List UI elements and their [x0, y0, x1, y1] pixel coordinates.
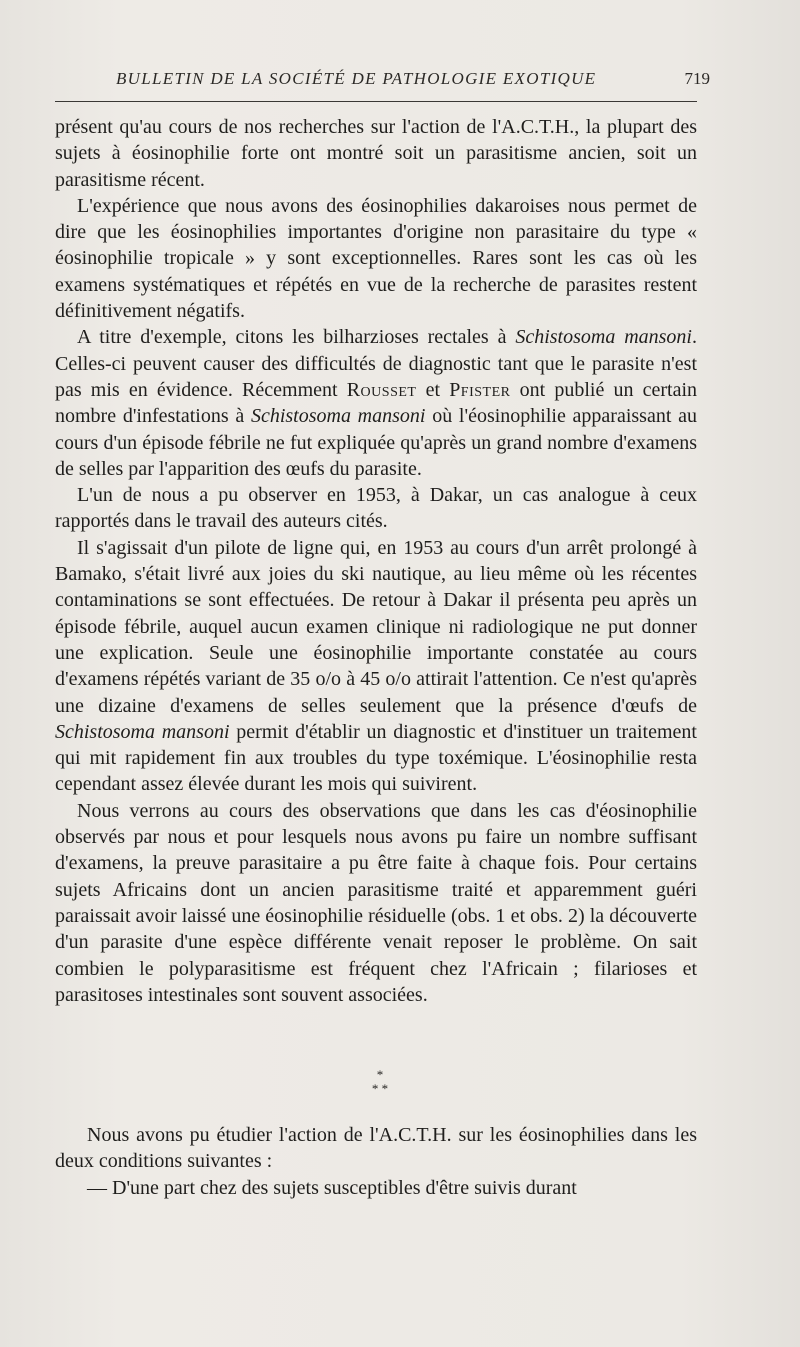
asterism-top: *	[376, 1067, 384, 1082]
author-name: Rousset	[346, 378, 417, 401]
species-name: Schistosoma mansoni	[55, 720, 230, 743]
paragraph-1: présent qu'au cours de nos recherches sur l'action de l'A.C.T.H., la plupart des sujets à éosinophilie forte ont montré soit un parasitisme ancien, soit un parasitisme récent.	[55, 116, 697, 191]
header-rule	[55, 101, 697, 102]
text-run: permit d'établir un diagnostic et d'instituer un traitement qui mit rapidement fin aux troubles du type toxémique. L'éosinophilie resta cependant assez élevée durant les mois qui suivirent.	[55, 720, 697, 796]
text-run: et	[416, 378, 450, 401]
section-two-text	[55, 1122, 697, 1201]
paragraph-6: Nous verrons au cours des observations que dans les cas d'éosinophilie observés par nous et pour lesquels nous avons pu faire un nombre suffisant d'examens, la preuve parasitaire a pu être faite à chaque fois. Pour certains sujets Africains dont un ancien parasitisme traité et apparemment guéri paraissait avoir laissé une éosinophilie résiduelle (obs. 1 et obs. 2) la découverte d'un parasite d'une espèce différente venait reposer le problème. On sait combien le polyparasitisme est fréquent chez l'Africain ; filarioses et parasitoses intestinales sont souvent associées.	[55, 799, 697, 1006]
asterism-bottom: * *	[371, 1081, 389, 1096]
page-number: 719	[684, 69, 710, 88]
text-run: A titre d'exemple, citons les bilharzioses rectales à	[77, 326, 516, 349]
species-name: Schistosoma mansoni	[515, 326, 692, 349]
author-name: Pfister	[449, 378, 511, 401]
paragraph-5	[55, 535, 697, 798]
text-run: . Celles-ci peuvent causer des difficultés de diagnostic tant que le parasite n'est pas mis en évidence. Récemment	[55, 326, 697, 401]
text-run: Il s'agissait d'un pilote de ligne qui, en 1953 au cours d'un arrêt prolongé à Bamako, s'était livré aux joies du ski nautique, au lieu même où les récentes contaminations se sont effectuées. De retour à Dakar il présenta peu après un épisode fébrile, auquel aucun examen clinique ni radiologique ne put donner une explication. Seule une éosinophilie importante constatée au cours d'examens répétés variant de 35 o/o à 45 o/o attirait l'attention. Ce n'est qu'après une dizaine d'examens de selles seulement que la présence d'œufs de	[55, 536, 697, 717]
section-asterism	[340, 1068, 420, 1096]
paragraph-3	[55, 324, 697, 482]
paragraph-2: L'expérience que nous avons des éosinophilies dakaroises nous permet de dire que les éosinophilies importantes d'origine non parasitaire du type « éosinophilie tropicale » y sont exceptionnelles. Rares sont les cas où les examens systématiques et répétés en vue de la recherche de parasites restent définitivement négatifs.	[55, 194, 697, 323]
text-run: ont publié un certain nombre d'infestations à	[55, 378, 698, 428]
page-header	[110, 63, 710, 93]
species-name: Schistosoma mansoni	[250, 405, 426, 428]
running-head: BULLETIN DE LA SOCIÉTÉ DE PATHOLOGIE EXOTIQUE	[116, 69, 597, 88]
paragraph-7: Nous avons pu étudier l'action de l'A.C.T.H. sur les éosinophilies dans les deux conditions suivantes :	[55, 1124, 697, 1173]
main-text	[55, 114, 697, 1008]
paragraph-8: — D'une part chez des sujets susceptibles d'être suivis durant	[87, 1176, 577, 1199]
text-run: où l'éosinophilie apparaissant au cours d'un épisode fébrile ne fut expliquée qu'après un grand nombre d'examens de selles par l'apparition des œufs du parasite.	[55, 405, 697, 480]
paragraph-4: L'un de nous a pu observer en 1953, à Dakar, un cas analogue à ceux rapportés dans le travail des auteurs cités.	[55, 484, 697, 533]
